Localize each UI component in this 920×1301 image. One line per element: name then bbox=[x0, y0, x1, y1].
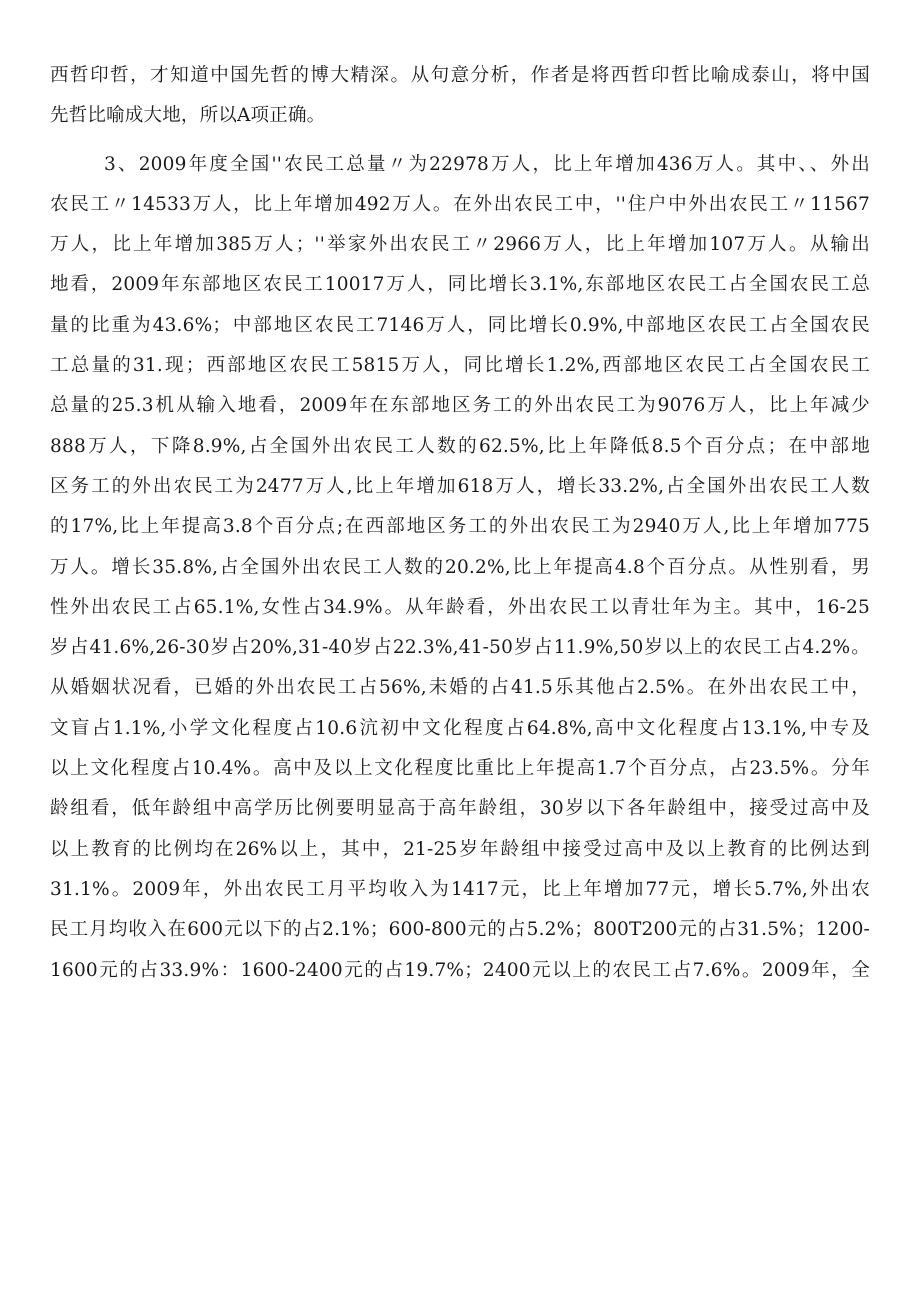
paragraph-2-line: 民工月均收入在600元以下的占2.1%；600-800元的占5.2%；800T200元的占31.5%；1200- bbox=[50, 919, 870, 941]
paragraph-1-line: 先哲比喻成大地，所以A项正确。 bbox=[50, 105, 326, 127]
paragraph-1-line: 西哲印哲，才知道中国先哲的博大精深。从句意分析，作者是将西哲印哲比喻成泰山，将中国 bbox=[50, 65, 870, 86]
paragraph-2-line: 1600元的占33.9%：1600-2400元的占19.7%；2400元以上的农民工占7.6%。2009年，全 bbox=[50, 959, 870, 981]
paragraph-2-line: 量的比重为43.6%；中部地区农民工7146万人，同比增长0.9%,中部地区农民工占全国农民 bbox=[50, 314, 870, 336]
paragraph-2-line: 岁占41.6%,26-30岁占20%,31-40岁占22.3%,41-50岁占11.9%,50岁以上的农民工占4.2%。 bbox=[50, 637, 870, 659]
paragraph-2-line: 万人，比上年增加385万人；''举家外出农民工〃2966万人，比上年增加107万人。从输出 bbox=[50, 234, 870, 256]
body-text bbox=[50, 56, 870, 991]
paragraph-2-line: 的17%,比上年提高3.8个百分点;在西部地区务工的外出农民工为2940万人,比上年增加775 bbox=[50, 516, 870, 538]
paragraph-2-line: 31.1%。2009年，外出农民工月平均收入为1417元，比上年增加77元，增长5.7%,外出农 bbox=[50, 878, 870, 900]
paragraph-2-line: 以上文化程度占10.4%。高中及以上文化程度比重比上年提高1.7个百分点，占23.5%。分年 bbox=[50, 758, 870, 780]
paragraph-2-line: 区务工的外出农民工为2477万人,比上年增加618万人，增长33.2%,占全国外出农民工人数 bbox=[50, 475, 870, 497]
paragraph-2-line: 文盲占1.1%,小学文化程度占10.6沆初中文化程度占64.8%,高中文化程度占13.1%,中专及 bbox=[50, 717, 870, 739]
paragraph-2-line: 农民工〃14533万人，比上年增加492万人。在外出农民工中，''住户中外出农民工〃11567 bbox=[50, 193, 870, 215]
paragraph-gap bbox=[50, 137, 870, 145]
paragraph-2-line: 性外出农民工占65.1%,女性占34.9%。从年龄看，外出农民工以青壮年为主。其中，16-25 bbox=[50, 596, 870, 618]
paragraph-2-line: 总量的25.3机从输入地看，2009年在东部地区务工的外出农民工为9076万人，比上年减少 bbox=[50, 395, 870, 417]
paragraph-2-line: 龄组看，低年龄组中高学历比例要明显高于高年龄组，30岁以下各年龄组中，接受过高中及 bbox=[50, 798, 870, 820]
paragraph-2-line: 从婚姻状况看，已婚的外出农民工占56%,未婚的占41.5乐其他占2.5%。在外出农民工中， bbox=[50, 677, 870, 699]
paragraph-2-line: 工总量的31.现；西部地区农民工5815万人，同比增长1.2%,西部地区农民工占全国农民工 bbox=[50, 355, 870, 377]
paragraph-2-line: 3、2009年度全国''农民工总量〃为22978万人，比上年增加436万人。其中、、外出 bbox=[104, 153, 870, 175]
paragraph-2-line: 888万人，下降8.9%,占全国外出农民工人数的62.5%,比上年降低8.5个百分点；在中部地 bbox=[50, 435, 870, 457]
paragraph-2-line: 以上教育的比例均在26%以上，其中，21-25岁年龄组中接受过高中及以上教育的比例达到 bbox=[50, 838, 870, 860]
paragraph-2-line: 万人。增长35.8%,占全国外出农民工人数的20.2%,比上年提高4.8个百分点。从性别看，男 bbox=[50, 556, 870, 578]
paragraph-2-line: 地看，2009年东部地区农民工10017万人，同比增长3.1%,东部地区农民工占全国农民工总 bbox=[50, 274, 870, 296]
